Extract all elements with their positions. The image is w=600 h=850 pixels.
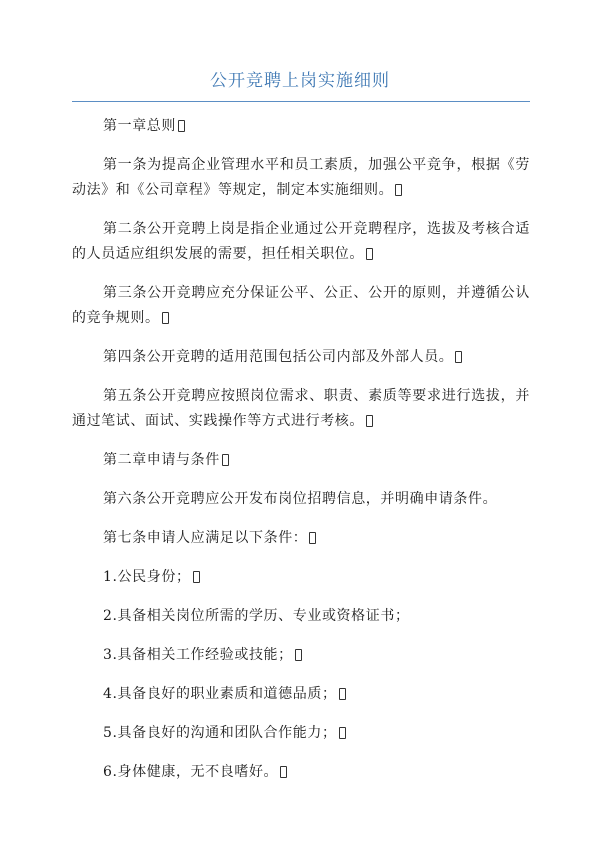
paragraph-mark-icon	[222, 454, 229, 466]
article-paragraph: 第三条公开竞聘应充分保证公平、公正、公开的原则，并遵循公认的竞争规则。	[72, 285, 530, 326]
paragraph-mark-icon	[193, 571, 200, 583]
article-paragraph: 第七条申请人应满足以下条件：	[72, 526, 530, 551]
article-paragraph: 第一条为提高企业管理水平和员工素质，加强公平竞争，根据《劳动法》和《公司章程》等规定，制定本实施细则。	[72, 157, 530, 198]
paragraph-mark-icon	[339, 727, 346, 739]
paragraph-mark-icon	[162, 312, 169, 324]
list-item: 3.具备相关工作经验或技能；	[72, 643, 530, 668]
list-item: 2.具备相关岗位所需的学历、专业或资格证书；	[103, 608, 410, 624]
paragraph-mark-icon	[280, 766, 287, 778]
paragraph-mark-icon	[178, 120, 185, 132]
list-item: 4.具备良好的职业素质和道德品质；	[72, 682, 530, 707]
title-divider	[72, 101, 530, 102]
paragraph-mark-icon	[309, 532, 316, 544]
paragraph-mark-icon	[455, 351, 462, 363]
article-paragraph: 第五条公开竞聘应按照岗位需求、职责、素质等要求进行选拔，并通过笔试、面试、实践操作等方式进行考核。	[72, 388, 530, 429]
chapter-heading: 第二章申请与条件	[72, 448, 530, 473]
list-item: 1.公民身份；	[72, 565, 530, 590]
document-body	[72, 114, 530, 799]
paragraph-mark-icon	[366, 415, 373, 427]
paragraph-mark-icon	[339, 688, 346, 700]
article-paragraph: 第六条公开竞聘应公开发布岗位招聘信息，并明确申请条件。	[103, 491, 498, 507]
paragraph-mark-icon	[366, 248, 373, 260]
list-item: 5.具备良好的沟通和团队合作能力；	[72, 721, 530, 746]
paragraph-mark-icon	[295, 649, 302, 661]
chapter-heading: 第一章总则	[72, 114, 530, 139]
paragraph-mark-icon	[395, 184, 402, 196]
page-title: 公开竞聘上岗实施细则	[210, 71, 390, 91]
list-item: 6.身体健康，无不良嗜好。	[72, 760, 530, 785]
article-paragraph: 第四条公开竞聘的适用范围包括公司内部及外部人员。	[72, 345, 530, 370]
article-paragraph: 第二条公开竞聘上岗是指企业通过公开竞聘程序，选拔及考核合适的人员适应组织发展的需要，担任相关职位。	[72, 221, 530, 262]
